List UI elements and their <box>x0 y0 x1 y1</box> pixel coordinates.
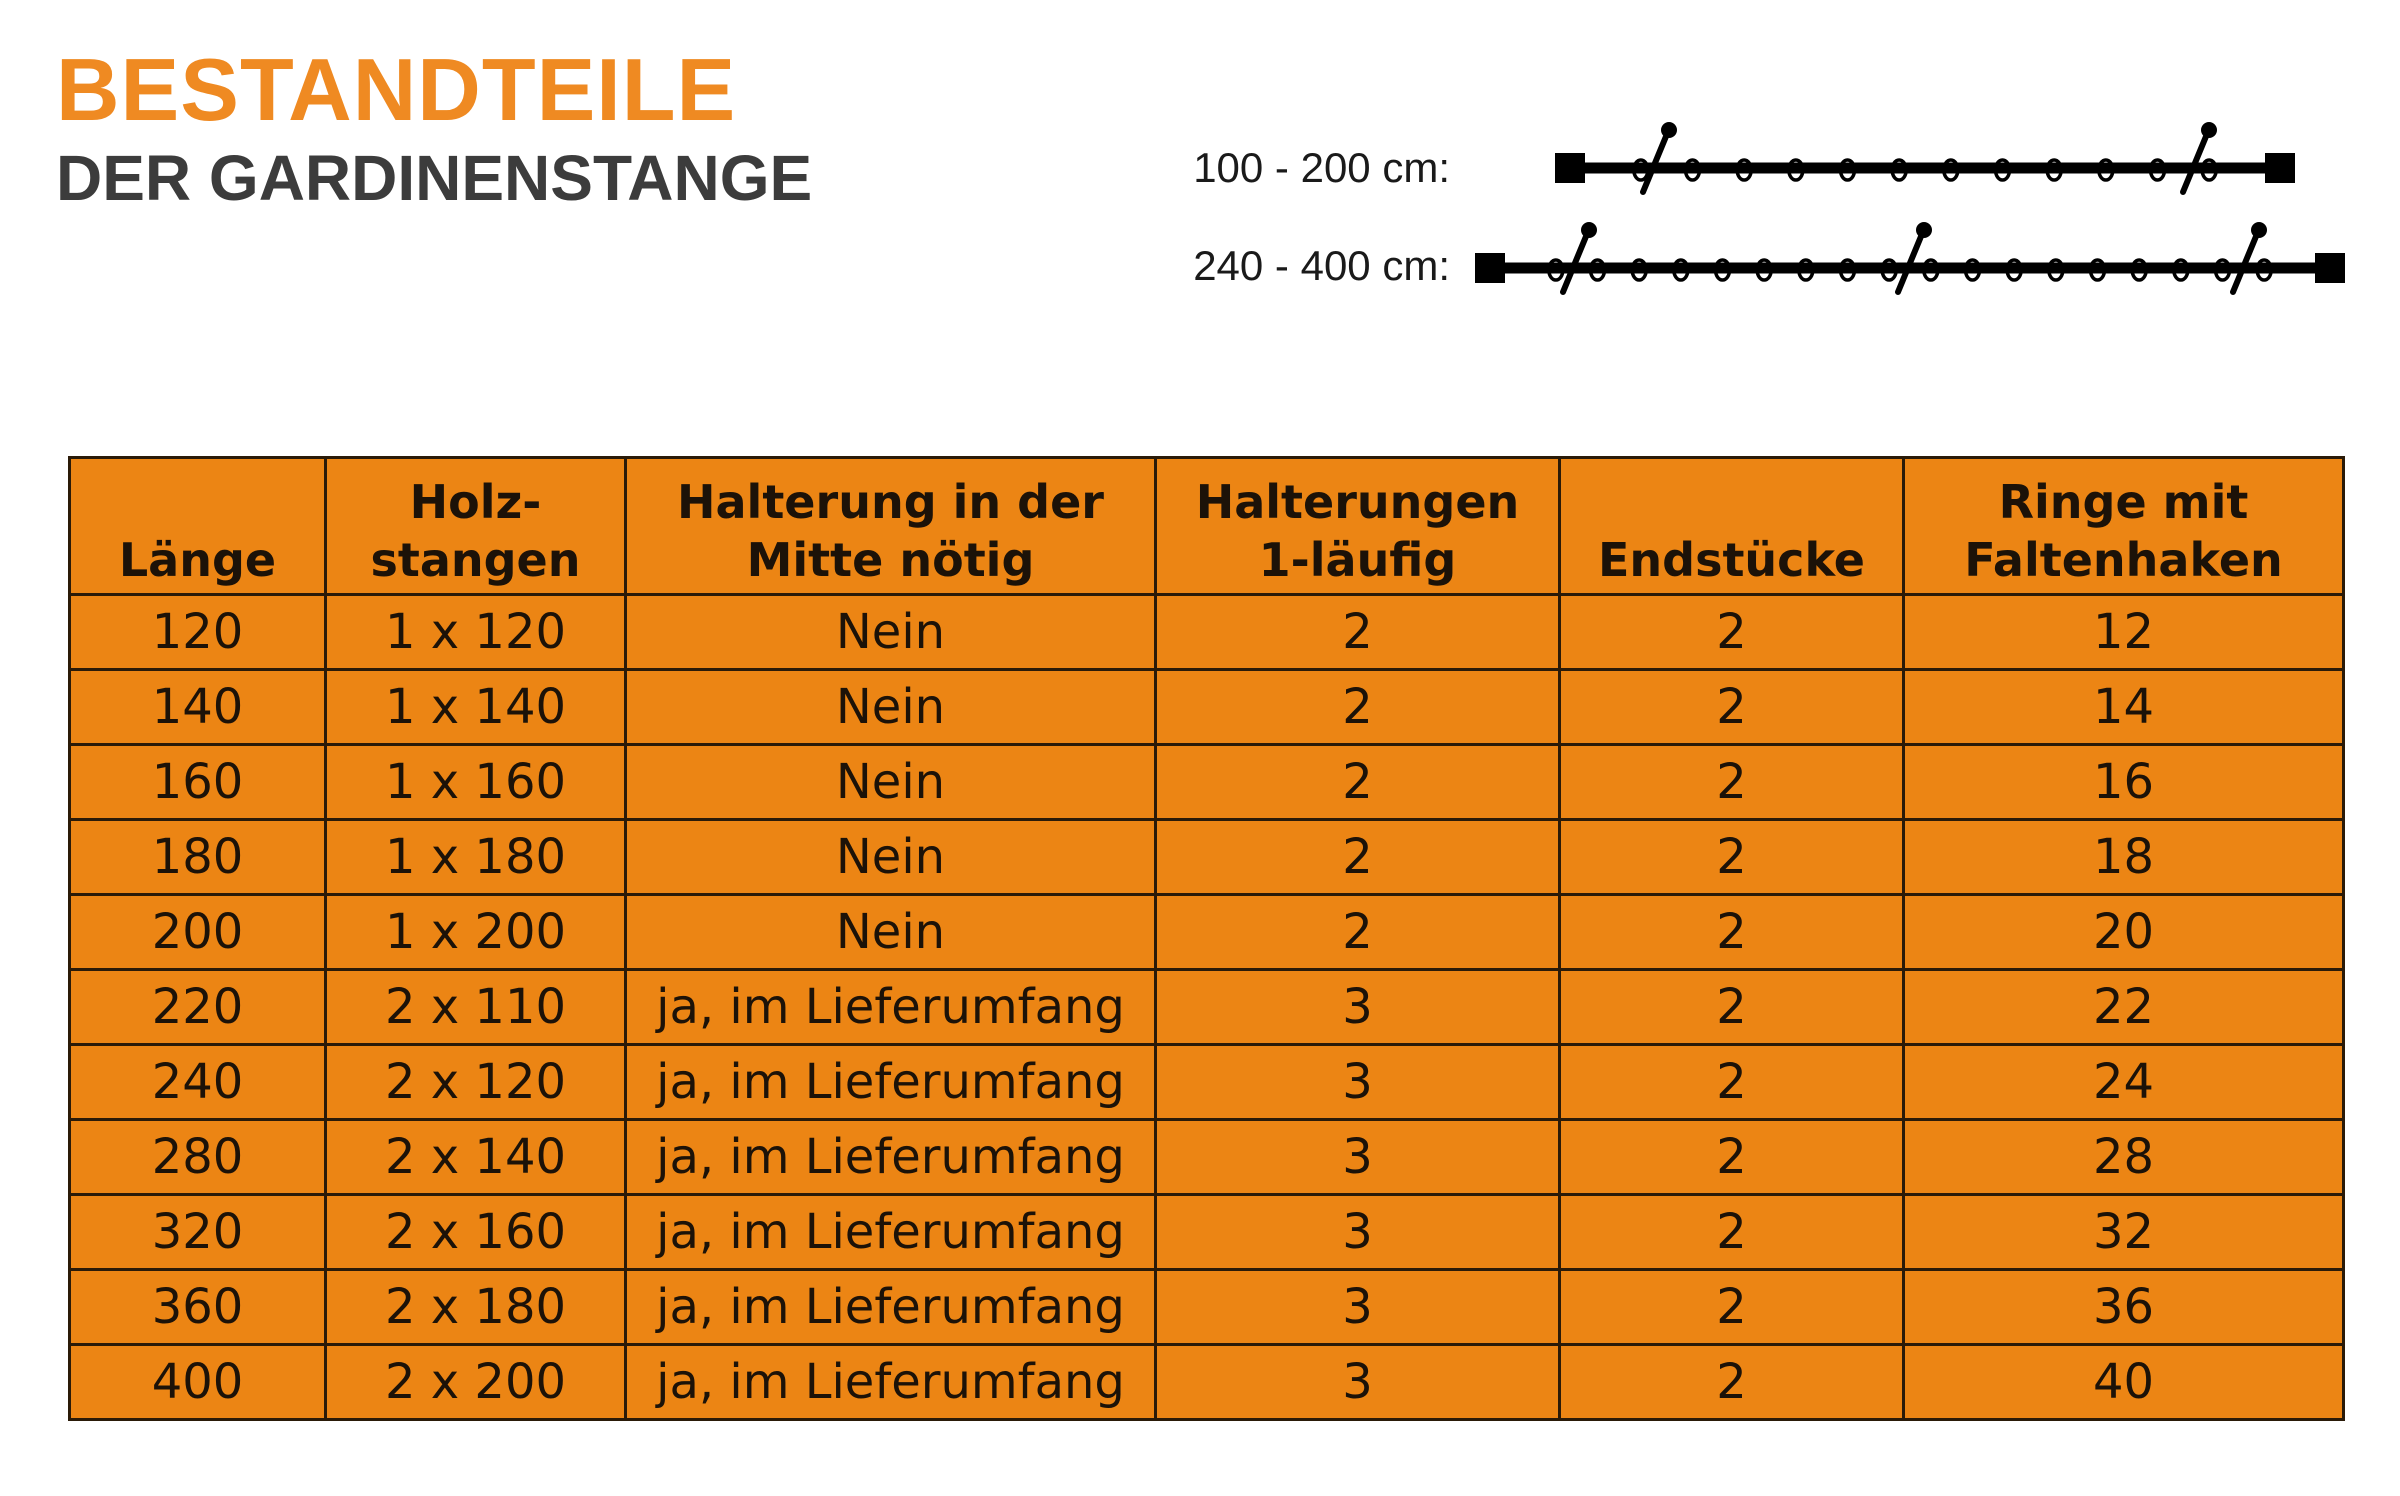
cell-center-bracket: ja, im Lieferumfang <box>626 1270 1156 1345</box>
cell-end-caps: 2 <box>1560 970 1904 1045</box>
header-line-2: Faltenhaken <box>1964 533 2283 587</box>
header-rings <box>1904 458 2344 595</box>
header-length <box>70 458 326 595</box>
cell-brackets: 2 <box>1156 670 1560 745</box>
cell-center-bracket: ja, im Lieferumfang <box>626 1120 1156 1195</box>
cell-length: 180 <box>70 820 326 895</box>
cell-length: 320 <box>70 1195 326 1270</box>
cell-wooden-rods: 1 x 140 <box>326 670 626 745</box>
rod-label-short: 100 - 200 cm: <box>1193 144 1450 191</box>
cell-length: 160 <box>70 745 326 820</box>
cell-brackets: 2 <box>1156 595 1560 670</box>
bracket-icon <box>2233 222 2267 292</box>
table-row <box>70 1120 2344 1195</box>
header-line-1: Ringe mit <box>1998 475 2249 529</box>
cell-end-caps: 2 <box>1560 670 1904 745</box>
cell-center-bracket: Nein <box>626 820 1156 895</box>
header-line-2: stangen <box>370 533 581 587</box>
cell-center-bracket: ja, im Lieferumfang <box>626 970 1156 1045</box>
cell-rings: 14 <box>1904 670 2344 745</box>
header-line-2: Länge <box>118 533 277 587</box>
cell-end-caps: 2 <box>1560 1120 1904 1195</box>
rod-diagram-long-icon <box>1475 218 2345 298</box>
cell-center-bracket: Nein <box>626 745 1156 820</box>
cell-center-bracket: ja, im Lieferumfang <box>626 1045 1156 1120</box>
table-row <box>70 595 2344 670</box>
header-end-caps <box>1560 458 1904 595</box>
header-center-bracket <box>626 458 1156 595</box>
header-line-1: Holz- <box>409 475 542 529</box>
end-cap-icon <box>2265 153 2295 183</box>
end-cap-icon <box>2315 253 2345 283</box>
cell-center-bracket: ja, im Lieferumfang <box>626 1345 1156 1420</box>
bracket-icon <box>2183 122 2217 192</box>
cell-rings: 24 <box>1904 1045 2344 1120</box>
cell-end-caps: 2 <box>1560 820 1904 895</box>
cell-brackets: 3 <box>1156 1120 1560 1195</box>
bracket-icon <box>1898 222 1932 292</box>
cell-brackets: 3 <box>1156 970 1560 1045</box>
cell-rings: 16 <box>1904 745 2344 820</box>
cell-wooden-rods: 2 x 120 <box>326 1045 626 1120</box>
rod-label-long: 240 - 400 cm: <box>1193 242 1450 289</box>
table-row <box>70 670 2344 745</box>
header-line-1: Halterungen <box>1195 475 1520 529</box>
cell-center-bracket: Nein <box>626 670 1156 745</box>
table-row <box>70 820 2344 895</box>
table-row <box>70 1270 2344 1345</box>
bracket-icon <box>1563 222 1597 292</box>
cell-end-caps: 2 <box>1560 1045 1904 1120</box>
header-line-1: Halterung in der <box>677 475 1104 529</box>
cell-length: 120 <box>70 595 326 670</box>
cell-length: 400 <box>70 1345 326 1420</box>
cell-wooden-rods: 2 x 110 <box>326 970 626 1045</box>
parts-table <box>68 456 2345 1421</box>
cell-end-caps: 2 <box>1560 1270 1904 1345</box>
cell-rings: 40 <box>1904 1345 2344 1420</box>
cell-length: 220 <box>70 970 326 1045</box>
cell-wooden-rods: 1 x 200 <box>326 895 626 970</box>
cell-length: 360 <box>70 1270 326 1345</box>
table-body <box>70 595 2344 1420</box>
cell-length: 140 <box>70 670 326 745</box>
cell-brackets: 3 <box>1156 1195 1560 1270</box>
cell-rings: 28 <box>1904 1120 2344 1195</box>
cell-wooden-rods: 1 x 160 <box>326 745 626 820</box>
cell-rings: 20 <box>1904 895 2344 970</box>
cell-brackets: 3 <box>1156 1045 1560 1120</box>
cell-wooden-rods: 2 x 140 <box>326 1120 626 1195</box>
cell-rings: 12 <box>1904 595 2344 670</box>
cell-wooden-rods: 2 x 160 <box>326 1195 626 1270</box>
cell-center-bracket: Nein <box>626 595 1156 670</box>
header-line-2: Endstücke <box>1597 533 1866 587</box>
cell-end-caps: 2 <box>1560 1195 1904 1270</box>
table-row <box>70 895 2344 970</box>
page-title: BESTANDTEILE <box>56 40 737 139</box>
cell-rings: 22 <box>1904 970 2344 1045</box>
header-line-2: Mitte nötig <box>746 533 1035 587</box>
cell-center-bracket: Nein <box>626 895 1156 970</box>
table-header-row <box>70 458 2344 595</box>
cell-rings: 36 <box>1904 1270 2344 1345</box>
end-cap-icon <box>1555 153 1585 183</box>
cell-center-bracket: ja, im Lieferumfang <box>626 1195 1156 1270</box>
cell-brackets: 2 <box>1156 895 1560 970</box>
rod-diagram-short-icon <box>1555 118 2295 198</box>
cell-wooden-rods: 1 x 180 <box>326 820 626 895</box>
cell-brackets: 2 <box>1156 745 1560 820</box>
cell-rings: 18 <box>1904 820 2344 895</box>
cell-length: 200 <box>70 895 326 970</box>
cell-wooden-rods: 2 x 200 <box>326 1345 626 1420</box>
cell-brackets: 3 <box>1156 1345 1560 1420</box>
table-row <box>70 1195 2344 1270</box>
cell-end-caps: 2 <box>1560 745 1904 820</box>
table-row <box>70 1345 2344 1420</box>
cell-end-caps: 2 <box>1560 1345 1904 1420</box>
table-row <box>70 745 2344 820</box>
cell-brackets: 2 <box>1156 820 1560 895</box>
table-row <box>70 970 2344 1045</box>
cell-end-caps: 2 <box>1560 595 1904 670</box>
parts-table-container <box>68 456 2345 1421</box>
cell-wooden-rods: 2 x 180 <box>326 1270 626 1345</box>
table-row <box>70 1045 2344 1120</box>
header-brackets <box>1156 458 1560 595</box>
cell-length: 240 <box>70 1045 326 1120</box>
page-subtitle: DER GARDINENSTANGE <box>56 142 813 214</box>
header-line-2: 1-läufig <box>1258 533 1457 587</box>
end-cap-icon <box>1475 253 1505 283</box>
cell-rings: 32 <box>1904 1195 2344 1270</box>
cell-length: 280 <box>70 1120 326 1195</box>
cell-brackets: 3 <box>1156 1270 1560 1345</box>
cell-wooden-rods: 1 x 120 <box>326 595 626 670</box>
cell-end-caps: 2 <box>1560 895 1904 970</box>
bracket-icon <box>1643 122 1677 192</box>
header-wooden-rods <box>326 458 626 595</box>
